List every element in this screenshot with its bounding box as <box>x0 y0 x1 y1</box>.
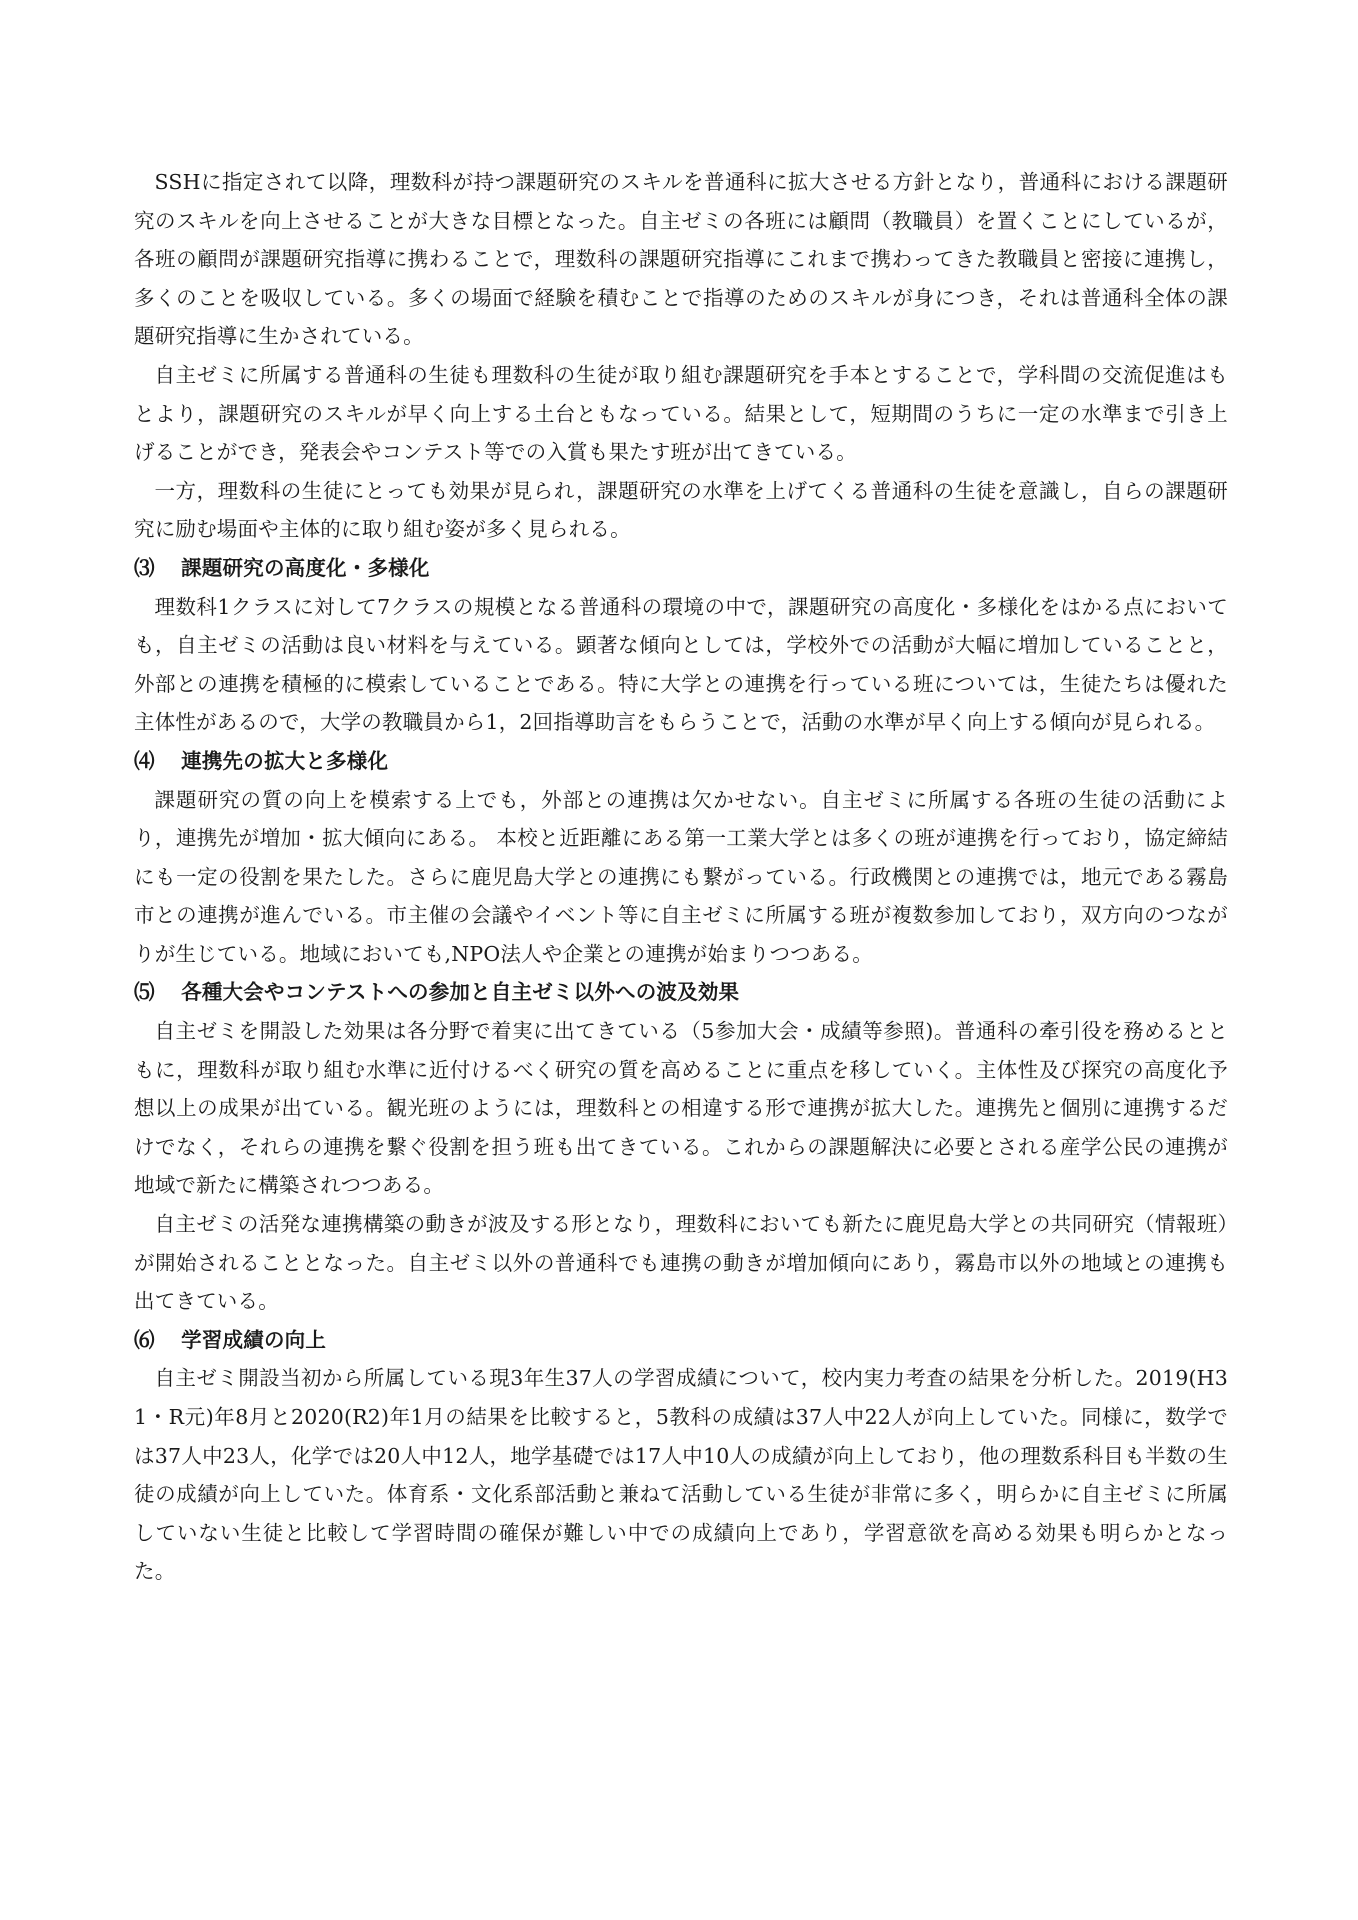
section-paragraph: 自主ゼミの活発な連携構築の動きが波及する形となり，理数科においても新たに鹿児島大学との共同研究（情報班）が開始されることとなった。自主ゼミ以外の普通科でも連携の動きが増加傾向にあり，霧島市以外の地域との連携も出てきている。 <box>134 1212 1228 1314</box>
paragraph-general-course-students: 自主ゼミに所属する普通科の生徒も理数科の生徒が取り組む課題研究を手本とすることで，学科間の交流促進はもとより，課題研究のスキルが早く向上する土台ともなっている。結果として，短期間のうちに一定の水準まで引き上げることができ，発表会やコンテスト等での入賞も果たす班が出てきている。 <box>134 362 1228 465</box>
section-6 <box>134 1321 1228 1591</box>
paragraph-ssh-intro: SSHに指定されて以降，理数科が持つ課題研究のスキルを普通科に拡大させる方針となり，普通科における課題研究のスキルを向上させることが大きな目標となった。自主ゼミの各班には顧問（教職員）を置くことにしているが，各班の顧問が課題研究指導に携わることで，理数科の課題研究指導にこれまで携わってきた教職員と密接に連携し，多くのことを吸収している。多くの場面で経験を積むことで指導のためのスキルが身につき，それは普通科全体の課題研究指導に生かされている。 <box>134 170 1228 349</box>
section-3 <box>134 549 1228 742</box>
section-4 <box>134 742 1228 974</box>
section-number: ⑶ <box>134 555 155 580</box>
section-heading <box>134 1321 1228 1360</box>
section-paragraph: 自主ゼミ開設当初から所属している現3年生37人の学習成績について，校内実力考査の結果を分析した。2019(H31・R元)年8月と2020(R2)年1月の結果を比較すると，5教科の成績は37人中22人が向上していた。同様に，数学では37人中23人，化学では20人中12人，地学基礎では17人中10人の成績が向上しており，他の理数系科目も半数の生徒の成績が向上していた。体育系・文化系部活動と兼ねて活動している生徒が非常に多く，明らかに自主ゼミに所属していない生徒と比較して学習時間の確保が難しい中での成績向上であり，学習意欲を高める効果も明らかとなった。 <box>134 1366 1228 1584</box>
section-title: 学習成績の向上 <box>181 1327 327 1352</box>
section-title: 課題研究の高度化・多様化 <box>181 555 430 580</box>
section-heading <box>134 973 1228 1012</box>
section-number: ⑷ <box>134 748 155 773</box>
paragraph-science-course-students: 一方，理数科の生徒にとっても効果が見られ，課題研究の水準を上げてくる普通科の生徒を意識し，自らの課題研究に励む場面や主体的に取り組む姿が多く見られる。 <box>134 478 1228 542</box>
section-title: 連携先の拡大と多様化 <box>181 748 389 773</box>
section-heading <box>134 742 1228 781</box>
section-paragraph: 理数科1クラスに対して7クラスの規模となる普通科の環境の中で，課題研究の高度化・多様化をはかる点においても，自主ゼミの活動は良い材料を与えている。顕著な傾向としては，学校外での活動が大幅に増加していることと，外部との連携を積極的に模索していることである。特に大学との連携を行っている班については，生徒たちは優れた主体性があるので，大学の教職員から1，2回指導助言をもらうことで，活動の水準が早く向上する傾向が見られる。 <box>134 594 1228 735</box>
section-number: ⑹ <box>134 1327 155 1352</box>
section-title: 各種大会やコンテストへの参加と自主ゼミ以外への波及効果 <box>181 980 740 1005</box>
section-paragraph: 課題研究の質の向上を模索する上でも，外部との連携は欠かせない。自主ゼミに所属する各班の生徒の活動により，連携先が増加・拡大傾向にある。 本校と近距離にある第一工業大学とは多くの班が連携を行っており，協定締結にも一定の役割を果たした。さらに鹿児島大学との連携にも繋がっている。行政機関との連携では，地元である霧島市との連携が進んでいる。市主催の会議やイベント等に自主ゼミに所属する班が複数参加しており，双方向のつながりが生じている。地域においても,NPO法人や企業との連携が始まりつつある。 <box>134 787 1228 966</box>
section-paragraph: 自主ゼミを開設した効果は各分野で着実に出てきている（5参加大会・成績等参照)。普通科の牽引役を務めるとともに，理数科が取り組む水準に近付けるべく研究の質を高めることに重点を移していく。主体性及び探究の高度化予想以上の成果が出ている。観光班のようには，理数科との相違する形で連携が拡大した。連携先と個別に連携するだけでなく，それらの連携を繋ぐ役割を担う班も出てきている。これからの課題解決に必要とされる産学公民の連携が地域で新たに構築されつつある。 <box>134 1019 1228 1198</box>
section-number: ⑸ <box>134 980 155 1005</box>
section-5 <box>134 973 1228 1320</box>
section-heading <box>134 549 1228 588</box>
document-page <box>134 163 1228 1591</box>
